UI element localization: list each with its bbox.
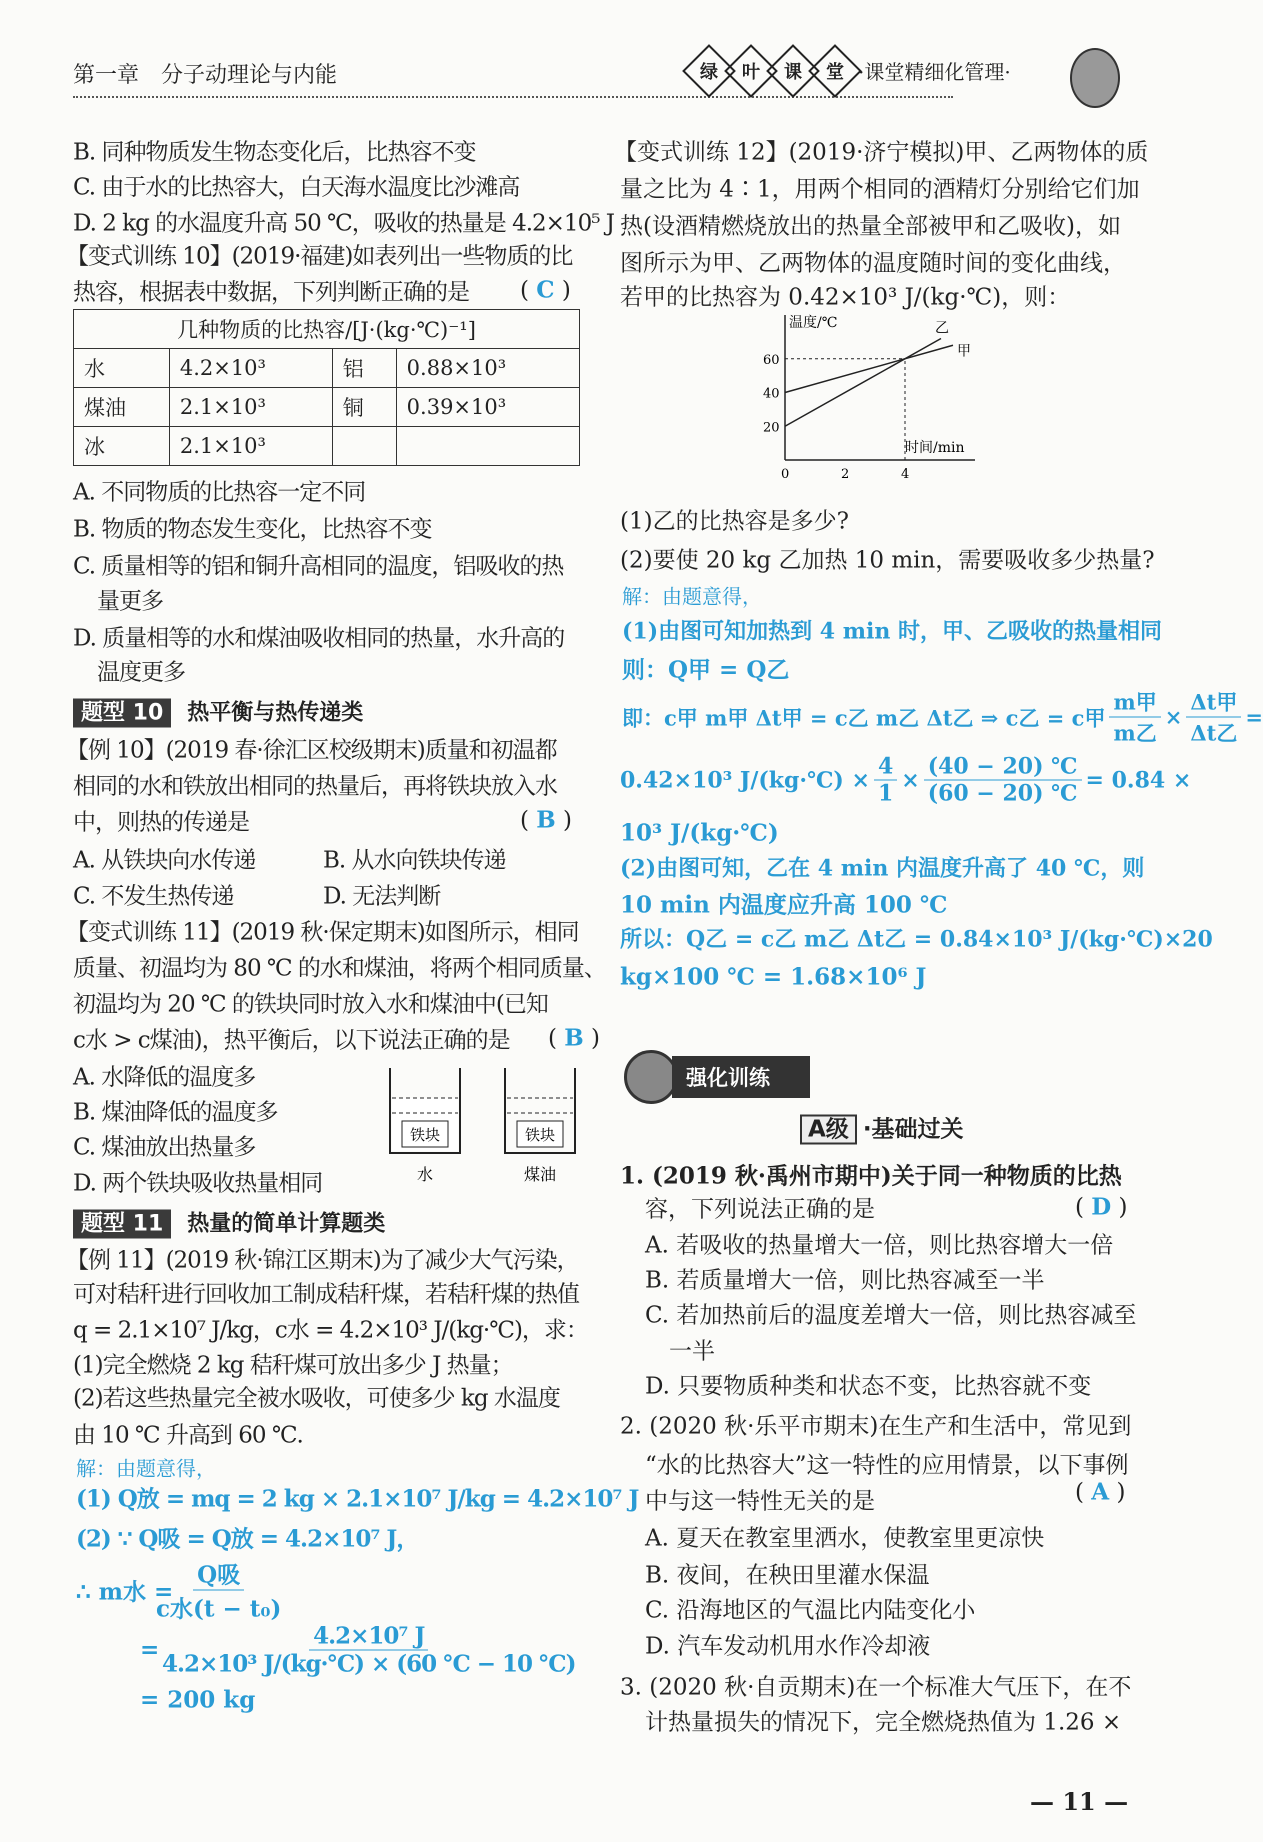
series-label: 乙 [935,320,949,337]
series-line-乙 [785,339,941,427]
fraction: $\frac{(40 - 20) ℃}{(60 - 20) ℃}$ [924,754,1082,807]
cell: 煤油 [74,388,170,427]
fraction: $\frac{\text{4.2×10⁷ J}}{\text{4.2×10³ J/(kg·℃) × (60 ℃ − 10 ℃)}}$ [162,1622,576,1678]
question-text: 3. (2020 秋·自贡期末)在一个标准大气压下，在不 [620,1674,1132,1701]
block-label: 铁块 [409,1126,441,1144]
table-row [74,388,580,427]
section-heading: 题型 11 热量的简单计算题类 [73,1207,385,1238]
question-text: 图所示为甲、乙两物体的温度随时间的变化曲线， [620,250,1126,277]
solution-step: ∴ m水 = [76,1578,174,1606]
question-text: 2. (2020 秋·乐平市期末)在生产和生活中，常见到 [620,1413,1132,1440]
question-text: 质量、初温均为 80 ℃ 的水和煤油，将两个相同质量、 [73,955,606,982]
chapter-title: 第一章 分子动理论与内能 [73,63,338,88]
option: D. 无法判断 [323,883,441,910]
solution-step: (2) ∵ Q吸 = Q放 = 4.2×10⁷ J， [76,1525,419,1553]
solution-step: 10³ J/(kg·℃) [620,819,779,847]
question-text: “水的比热容大”这一特性的应用情景，以下事例 [645,1452,1129,1479]
y-tick-label: 60 [763,352,780,368]
option: 量更多 [97,588,163,615]
fraction: $\frac{\text{m甲}}{\text{m乙}}$ [1109,687,1160,748]
brand-char: 叶 [742,62,760,83]
solution-step: 所以：Q乙 = c乙 m乙 Δt乙 = 0.84×10³ J/(kg·℃)×20 [620,926,1213,953]
question-text: 【例 11】(2019 秋·锦江区期末)为了减少大气污染， [66,1247,579,1274]
option: D. 汽车发动机用水作冷却液 [645,1633,931,1660]
cell [332,427,396,466]
question-text: 若甲的比热容为 0.42×10³ J/(kg·℃)，则： [620,284,1071,311]
beaker-label: 水 [416,1165,434,1184]
question-text: 中与这一特性无关的是 [645,1488,875,1515]
fraction: Q吸 c水(t − t₀) [152,1557,285,1624]
answer: ( C ) [520,276,571,304]
cell [396,427,579,466]
answer: ( D ) [1075,1193,1128,1221]
y-tick-label: 40 [763,386,780,402]
cell: 0.88×10³ [396,349,579,388]
option: 一半 [669,1338,715,1365]
question-text: (1)乙的比热容是多少? [620,508,849,535]
table-row [74,427,580,466]
question-text: 【变式训练 10】(2019·福建)如表列出一些物质的比 [66,243,573,270]
block-label: 铁块 [524,1126,556,1144]
specific-heat-table [73,309,580,466]
fraction: $\frac{4}{1}$ [874,754,897,807]
option: C. 沿海地区的气温比内陆变化小 [645,1597,976,1624]
cell: 0.39×10³ [396,388,579,427]
option: D. 两个铁块吸收热量相同 [73,1170,323,1197]
fraction: $\frac{\text{Δt甲}}{\text{Δt乙}}$ [1186,687,1241,748]
option: C. 由于水的比热容大，白天海水温度比沙滩高 [73,174,520,201]
option: A. 从铁块向水传递 [73,847,256,874]
cell: 铝 [332,349,396,388]
question-text: 【变式训练 11】(2019 秋·保定期末)如图所示，相同 [66,919,579,946]
cell: 冰 [74,427,170,466]
option: A. 若吸收的热量增大一倍，则比热容增大一倍 [645,1232,1114,1259]
cell: 4.2×10³ [169,349,332,388]
option: D. 质量相等的水和煤油吸收相同的热量，水升高的 [73,625,565,652]
planet-icon [1070,48,1120,108]
cell: 2.1×10³ [169,427,332,466]
answer: ( B ) [520,806,573,834]
question-text: c水 > c煤油)，热平衡后，以下说法正确的是 [73,1027,510,1054]
question-text: 可对秸秆进行回收加工制成秸秆煤，若秸秆煤的热值 [73,1281,579,1308]
option: B. 夜间，在秧田里灌水保温 [645,1562,930,1589]
x-tick-label: 0 [781,467,790,482]
solution-intro: 解：由题意得， [76,1456,216,1481]
answer: ( A ) [1075,1478,1126,1506]
solution-step: (1) Q放 = mq = 2 kg × 2.1×10⁷ J/kg = 4.2×10⁷ J [76,1485,639,1513]
solution-step: 即：c甲 m甲 Δt甲 = c乙 m乙 Δt乙 ⇒ c乙 = c甲 $\frac{\text{m甲}}{\text{m乙}}$ × $\frac{\text{Δt甲}}{\text{Δt乙}}$ = [622,687,1263,748]
option: C. 不发生热传递 [73,883,234,910]
solution-step: 10 min 内温度应升高 100 ℃ [620,891,948,919]
question-text: 初温均为 20 ℃ 的铁块同时放入水和煤油中(已知 [73,991,548,1018]
beaker-label: 煤油 [523,1165,557,1184]
solution-step: = 200 kg [140,1686,256,1714]
gauge-icon [624,1050,678,1104]
x-tick-label: 2 [841,467,850,482]
level-heading: A级 ·基础过关 [800,1111,964,1144]
option: D. 只要物质种类和状态不变，比热容就不变 [645,1373,1092,1400]
question-text: 由 10 ℃ 升高到 60 ℃. [73,1422,303,1449]
header-motto: ·课堂精细化管理· [858,60,1011,84]
question-text: 1. (2019 秋·禹州市期中)关于同一种物质的比热 [620,1162,1122,1190]
option: 温度更多 [97,659,185,686]
solution-intro: 解：由题意得， [622,584,762,609]
question-text: 中，则热的传递是 [73,809,249,836]
question-text: 相同的水和铁放出相同的热量后，再将铁块放入水 [73,773,557,800]
option: A. 不同物质的比热容一定不同 [73,479,366,506]
x-tick-label: 4 [901,467,910,482]
option: B. 物质的物态发生变化，比热容不变 [73,516,432,543]
header-divider [73,96,953,98]
question-text: q = 2.1×10⁷ J/kg，c水 = 4.2×10³ J/(kg·℃)，求： [73,1317,588,1344]
option: B. 同种物质发生物态变化后，比热容不变 [73,139,476,166]
brand-char: 绿 [700,62,718,83]
brand-char: 课 [784,62,802,83]
section-title: 强化训练 [672,1056,810,1098]
solution-step: kg×100 ℃ = 1.68×10⁶ J [620,963,927,991]
question-text: (2)若这些热量完全被水吸收，可使多少 kg 水温度 [73,1385,560,1412]
cell: 铜 [332,388,396,427]
series-line-甲 [785,345,953,392]
y-tick-label: 20 [763,420,780,436]
answer: ( B ) [548,1024,601,1052]
solution-step: = [140,1636,160,1664]
beaker-kerosene [505,1068,575,1184]
option: C. 若加热前后的温度差增大一倍，则比热容减至 [645,1302,1137,1329]
beaker-figure [385,1058,585,1188]
question-text: 【例 10】(2019 春·徐汇区校级期末)质量和初温都 [66,737,557,764]
option: A. 水降低的温度多 [73,1064,256,1091]
section-banner [624,1050,810,1104]
cell: 水 [74,349,170,388]
option: B. 若质量增大一倍，则比热容减至一半 [645,1267,1045,1294]
series-label: 甲 [957,343,971,360]
solution-step: 则：Q甲 = Q乙 [622,656,790,684]
question-text: 热(设酒精燃烧放出的热量全部被甲和乙吸收)，如 [620,213,1121,240]
option: B. 从水向铁块传递 [323,847,506,874]
brand-logo [690,52,854,90]
question-text: 计热量损失的情况下，完全燃烧热值为 1.26 × [645,1709,1122,1736]
beaker-water [390,1068,460,1184]
cell: 2.1×10³ [169,388,332,427]
table-title: 几种物质的比热容/[J·(kg·℃)⁻¹] [74,310,580,349]
option: D. 2 kg 的水温度升高 50 ℃，吸收的热量是 4.2×10⁵ J [73,210,614,237]
question-text: 热容，根据表中数据，下列判断正确的是 [73,279,469,306]
question-text: (2)要使 20 kg 乙加热 10 min，需要吸收多少热量? [620,547,1155,574]
option: A. 夏天在教室里洒水，使教室里更凉快 [645,1525,1045,1552]
question-text: 【变式训练 12】(2019·济宁模拟)甲、乙两物体的质 [614,139,1149,166]
table-row [74,349,580,388]
option: B. 煤油降低的温度多 [73,1099,278,1126]
solution-step: (1)由图可知加热到 4 min 时，甲、乙吸收的热量相同 [622,618,1163,645]
y-axis-label: 温度/℃ [789,315,838,331]
section-heading: 题型 10 热平衡与热传递类 [73,696,363,727]
option: C. 煤油放出热量多 [73,1134,256,1161]
solution-step: (2)由图可知，乙在 4 min 内温度升高了 40 ℃，则 [620,855,1145,882]
solution-step: 0.42×10³ J/(kg·℃) × $\frac{4}{1}$ × $\frac{(40 - 20) ℃}{(60 - 20) ℃}$ = 0.84 × [620,753,1192,807]
page-number: — 11 — [1030,1787,1129,1816]
temperature-time-chart [745,310,985,495]
brand-char: 堂 [826,62,844,83]
option: C. 质量相等的铝和铜升高相同的温度，铝吸收的热 [73,553,564,580]
question-text: (1)完全燃烧 2 kg 秸秆煤可放出多少 J 热量； [73,1352,513,1379]
question-text: 量之比为 4∶1，用两个相同的酒精灯分别给它们加 [620,176,1140,203]
x-axis-label: 时间/min [905,440,965,456]
formula-text: 即：c甲 m甲 Δt甲 = c乙 m乙 Δt乙 ⇒ c乙 = c甲 [622,705,1106,730]
question-text: 容，下列说法正确的是 [645,1196,875,1223]
